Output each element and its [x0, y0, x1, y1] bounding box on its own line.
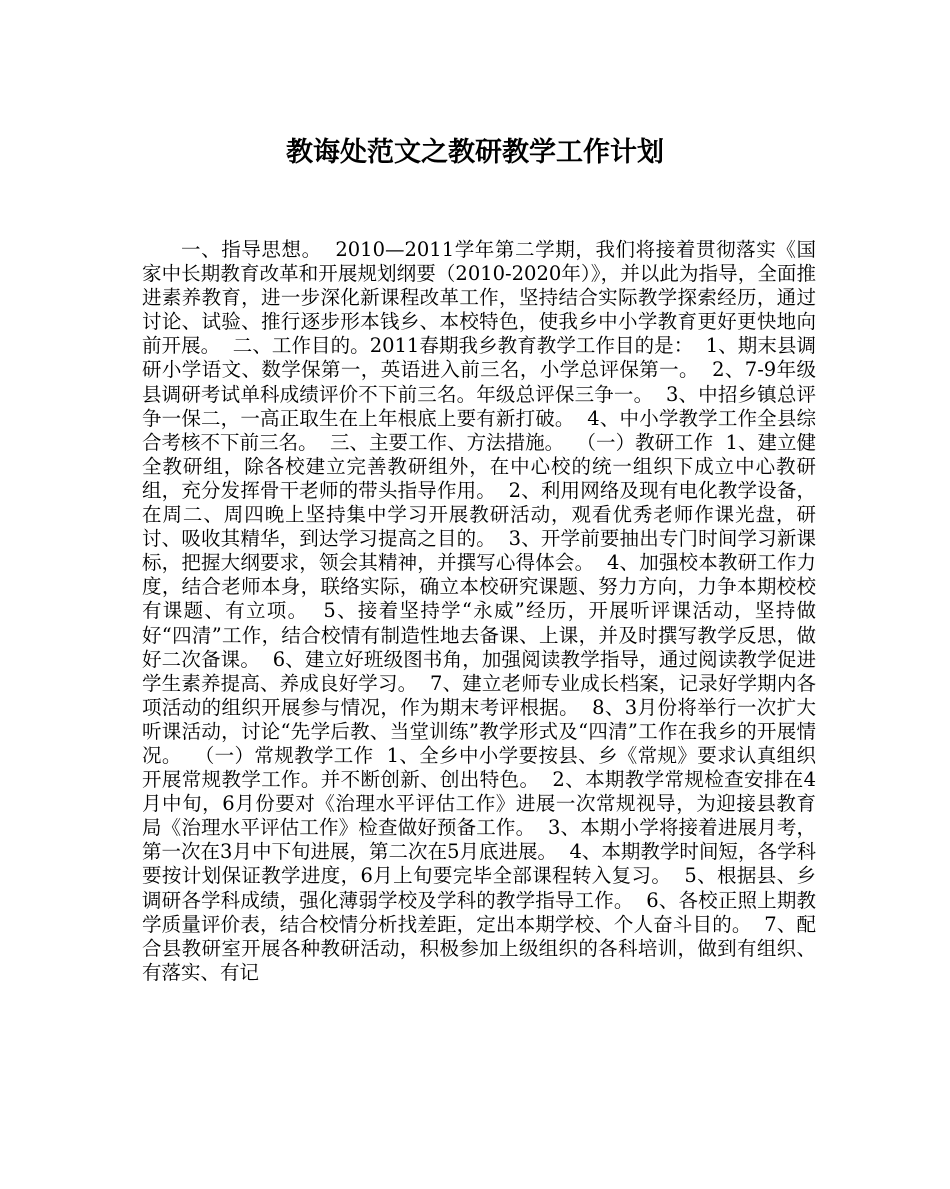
document-title: 教诲处范文之教研教学工作计划 — [286, 137, 664, 168]
document-body-text: 一、指导思想。 2010—2011学年第二学期，我们将接着贯彻落实《国家中长期教育改革和开展规划纲要（2010-2020年）》，并以此为指导，全面推进素养教育，进一步深化新课程改革工作，坚持结合实际教学探索经历，通过讨论、试验、推行逐步形本钱乡、本校特色，使我乡中小学教育更好更快地向前开展。 二、工作目的。2011春期我乡教育教学工作目的是： 1、期末县调研小学语文、数学保第一，英语进入前三名，小学总评保第一。 2、7-9年级县调研考试单科成绩评价不下前三名。年级总评保三争一。 3、中招乡镇总评争一保二，一高正取生在上年根底上要有新打破。 4、中小学教学工作全县综合考核不下前三名。 三、主要工作、方法措施。 （一）教研工作 1、建立健全教研组，除各校建立完善教研组外，在中心校的统一组织下成立中心教研组，充分发挥骨干老师的带头指导作用。 2、利用网络及现有电化教学设备，在周二、周四晚上坚持集中学习开展教研活动，观看优秀老师作课光盘，研讨、吸收其精华，到达学习提高之目的。 3、开学前要抽出专门时间学习新课标，把握大纲要求，领会其精神，并撰写心得体会。 4、加强校本教研工作力度，结合老师本身，联络实际，确立本校研究课题、努力方向，力争本期校校有课题、有立项。 5、接着坚持学“永威”经历，开展听评课活动，坚持做好“四清”工作，结合校情有制造性地去备课、上课，并及时撰写教学反思，做好二次备课。 6、建立好班级图书角，加强阅读教学指导，通过阅读教学促进学生素养提高、养成良好学习。 7、建立老师专业成长档案，记录好学期内各项活动的组织开展参与情况，作为期末考评根据。 8、3月份将举行一次扩大听课活动，讨论“先学后教、当堂训练”教学形式及“四清”工作在我乡的开展情况。 （一）常规教学工作 1、全乡中小学要按县、乡《常规》要求认真组织开展常规教学工作。并不断创新、创出特色。 2、本期教学常规检查安排在4月中旬，6月份要对《治理水平评估工作》进展一次常规视导，为迎接县教育局《治理水平评估工作》检查做好预备工作。 3、本期小学将接着进展月考，第一次在3月中下旬进展，第二次在5月底进展。 4、本期教学时间短，各学科要按计划保证教学进度，6月上旬要完毕全部课程转入复习。 5、根据县、乡调研各学科成绩，强化薄弱学校及学科的教学指导工作。 6、各校正照上期教学质量评价表，结合校情分析找差距，定出本期学校、个人奋斗目的。 7、配合县教研室开展各种教研活动，积极参加上级组织的各科培训，做到有组织、有落实、有记 — [142, 238, 816, 984]
